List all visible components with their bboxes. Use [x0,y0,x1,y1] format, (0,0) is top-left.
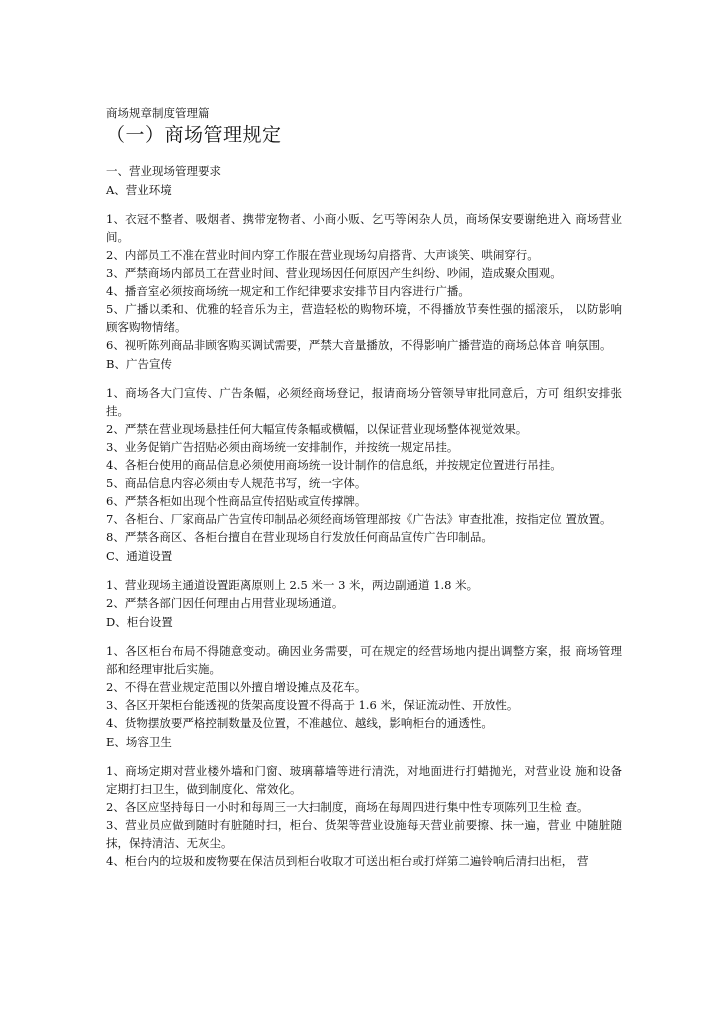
list-item: 2、各区应坚持每日一小时和每周三一大扫制度，商场在每周四进行集中性专项陈列卫生检 查。 [106,800,589,814]
document-title: （一）商场管理规定 [106,124,282,146]
group-heading: E、场容卫生 [106,735,172,749]
list-item: 3、业务促销广告招贴必须由商场统一安排制作，并按统一规定吊挂。 [106,440,459,454]
list-item: 4、各柜台使用的商品信息必须使用商场统一设计制作的信息纸，并按规定位置进行吊挂。 [106,458,562,472]
list-item: 6、视听陈列商品非顾客购买调试需要，严禁大音量播放，不得影响广播营造的商场总体音 响氛围。 [106,338,612,352]
group-aisles [106,547,622,612]
list-item: 3、各区开架柜台能透视的货架高度设置不得高于 1.6 米，保证流动性、开放性。 [106,698,519,712]
list-item: 3、严禁商场内部员工在营业时间、营业现场因任何原因产生纠纷、吵闹，造成聚众围观。 [106,266,562,280]
list-item: 5、广播以柔和、优雅的轻音乐为主，营造轻松的购物环境，不得播放节奏性强的摇滚乐， 以防影响顾客购物情绪。 [106,302,622,334]
document-body [106,104,622,871]
group-advertising [106,355,622,546]
list-item: 5、商品信息内容必须由专人规范书写，统一字体。 [106,476,367,490]
list-item: 4、柜台内的垃圾和废物要在保洁员到柜台收取才可送出柜台或打烊第二遍铃响后清扫出柜， 营 [106,854,589,868]
group-heading: D、柜台设置 [106,615,173,629]
list-item: 6、严禁各柜如出现个性商品宣传招贴或宣传撑牌。 [106,494,367,508]
list-item: 2、严禁各部门因任何理由占用营业现场通道。 [106,596,344,610]
group-heading: A、营业环境 [106,183,172,197]
group-environment [106,181,622,354]
group-counters [106,613,622,732]
list-item: 1、衣冠不整者、吸烟者、携带宠物者、小商小贩、乞丐等闲杂人员，商场保安要谢绝进入 商场营业间。 [106,212,622,244]
list-item: 2、严禁在营业现场悬挂任何大幅宣传条幅或横幅，以保证营业现场整体视觉效果。 [106,422,528,436]
list-item: 3、营业员应做到随时有脏随时扫，柜台、货架等营业设施每天营业前要擦、抹一遍，营业 中随脏随抹，保持清洁、无灰尘。 [106,818,622,850]
list-item: 2、内部员工不准在营业时间内穿工作服在营业现场勾肩搭背、大声谈笑、哄闹穿行。 [106,248,539,262]
list-item: 8、严禁各商区、各柜台擅自在营业现场自行发放任何商品宣传广告印制品。 [106,530,493,544]
group-heading: C、通道设置 [106,549,173,563]
list-item: 1、商场定期对营业楼外墙和门窗、玻璃幕墙等进行清洗，对地面进行打蜡抛光，对营业设 施和设备定期打扫卫生，做到制度化、常效化。 [106,764,622,796]
list-item: 1、各区柜台布局不得随意变动。确因业务需要，可在规定的经营场地内提出调整方案，报 商场管理部和经理审批后实施。 [106,644,622,676]
list-item: 2、不得在营业规定范围以外擅自增设摊点及花车。 [106,680,367,694]
list-item: 7、各柜台、厂家商品广告宣传印制品必须经商场管理部按《广告法》审查批准，按指定位 置放置。 [106,512,612,526]
list-item: 4、播音室必须按商场统一规定和工作纪律要求安排节目内容进行广播。 [106,284,470,298]
group-hygiene [106,733,622,870]
list-item: 1、营业现场主通道设置距离原则上 2.5 米一 3 米，两边副通道 1.8 米。 [106,578,479,592]
group-heading: B、广告宣传 [106,357,172,371]
list-item: 1、商场各大门宣传、广告条幅，必须经商场登记，报请商场分管领导审批同意后，方可 组织安排张挂。 [106,386,622,418]
section-heading: 一、营业现场管理要求 [106,164,221,178]
document-label: 商场规章制度管理篇 [106,106,210,120]
list-item: 4、货物摆放要严格控制数量及位置，不准越位、越线，影响柜台的通透性。 [106,716,493,730]
